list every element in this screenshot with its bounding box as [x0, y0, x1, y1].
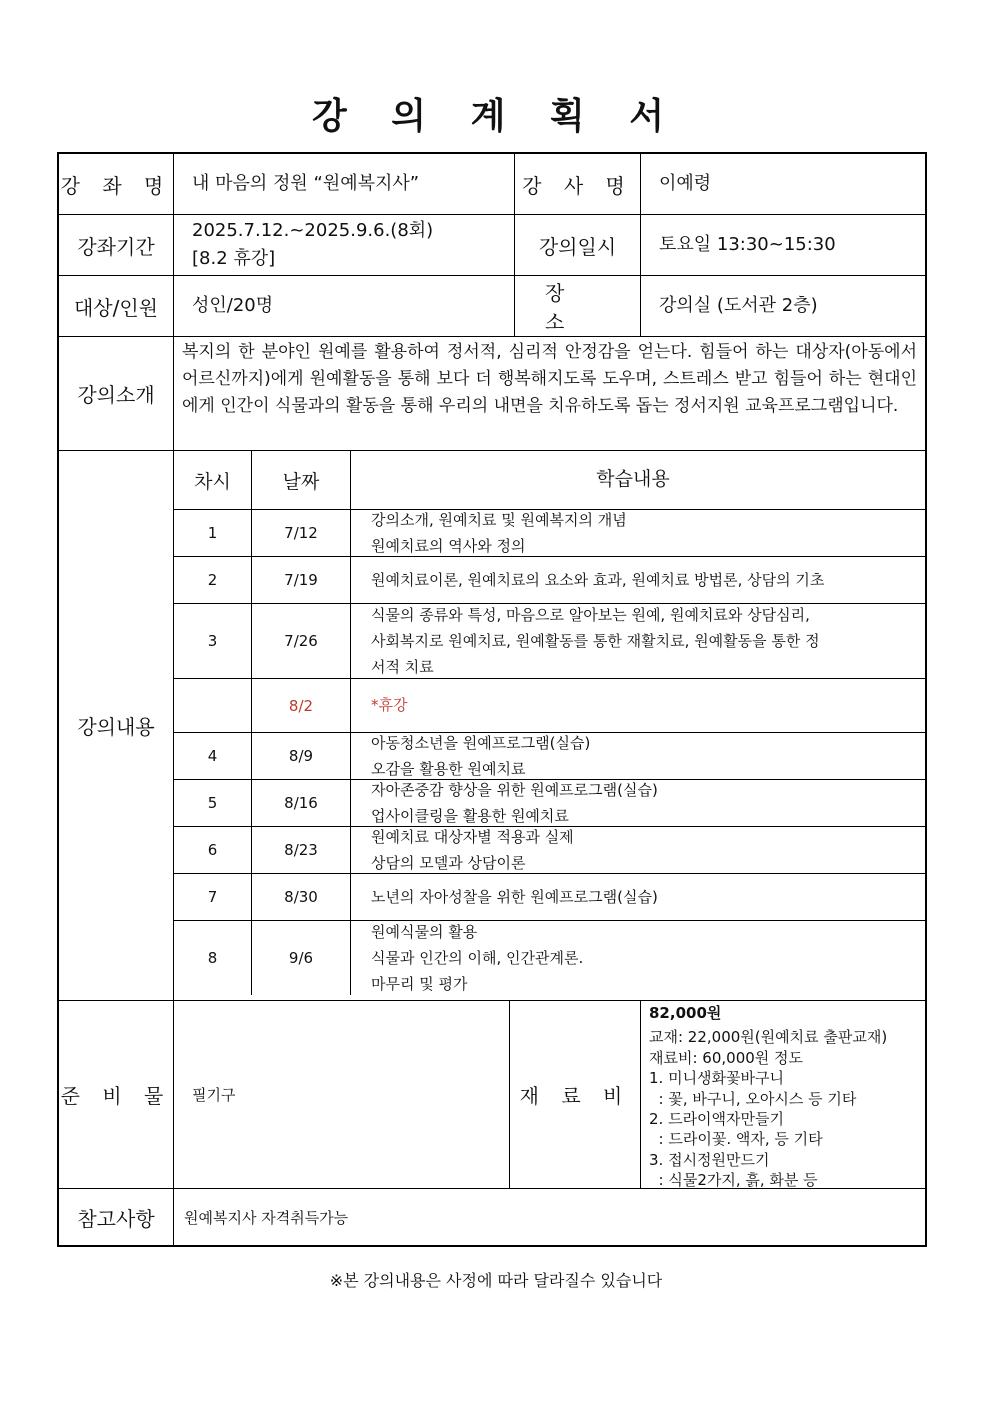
session-date: 7/19	[252, 557, 351, 603]
row-note	[59, 1189, 925, 1245]
session-content-line: 원예치료 대상자별 적용과 실제	[371, 827, 574, 846]
session-no: 4	[174, 733, 252, 779]
cost-line: 3. 접시정원만드기	[649, 1150, 770, 1169]
session-content-line: 노년의 자아성찰을 위한 원예프로그램(실습)	[371, 887, 658, 906]
session-row	[174, 604, 925, 679]
place-label: 장 소	[515, 276, 641, 336]
session-content-line: 서적 치료	[371, 658, 434, 677]
course-name-value: 내 마음의 정원 “원예복지사”	[174, 154, 515, 214]
row-content	[59, 451, 925, 1001]
row-prep	[59, 1001, 925, 1189]
session-content-line: 자아존중감 향상을 위한 원예프로그램(실습)	[371, 780, 658, 799]
session-content-line: 사회복지로 원예치료, 원예활동를 통한 재활치료, 원예활동을 통한 정	[371, 631, 820, 650]
session-content	[351, 510, 925, 556]
session-content-line: 식물의 종류와 특성, 마음으로 알아보는 원예, 원예치료와 상담심리,	[371, 605, 810, 624]
session-no: 5	[174, 780, 252, 826]
instructor-label: 강 사 명	[515, 154, 641, 214]
session-content	[351, 921, 925, 995]
cost-line: : 꽃, 바구니, 오아시스 등 기타	[649, 1089, 857, 1108]
row-target	[59, 276, 925, 337]
period-line2: [8.2 휴강]	[192, 248, 276, 269]
cost-line: 교재: 22,000원(원예치료 출판교재)	[649, 1028, 888, 1047]
session-row	[174, 874, 925, 921]
session-row	[174, 510, 925, 557]
content-label: 강의내용	[59, 451, 174, 1000]
session-content	[351, 604, 925, 678]
session-content-line: 식물과 인간의 이해, 인간관계론.	[371, 948, 584, 967]
cost-line: : 드라이꽃. 액자, 등 기타	[649, 1130, 823, 1149]
period-value	[174, 215, 515, 275]
session-content-line: 원예식물의 활용	[371, 922, 478, 941]
cost-value	[641, 1001, 925, 1188]
place-value: 강의실 (도서관 2층)	[659, 295, 818, 317]
cost-lines	[649, 1027, 919, 1190]
footer-note: ※본 강의내용은 사정에 따라 달라질수 있습니다	[329, 1271, 663, 1290]
target-label: 대상/인원	[59, 276, 174, 336]
page-title: 강 의 계 획 서	[311, 96, 680, 137]
session-content-line: 오감을 활용한 원예치료	[371, 760, 526, 778]
session-content-line: 강의소개, 원예치료 및 원예복지의 개념	[371, 510, 627, 529]
schedule-label: 강의일시	[515, 215, 641, 275]
session-row	[174, 780, 925, 827]
lecture-plan-table	[57, 152, 927, 1247]
session-content	[351, 733, 925, 779]
period-line1: 2025.7.12.~2025.9.6.(8회)	[192, 220, 434, 242]
note-value: 원예복지사 자격취득가능	[184, 1208, 349, 1227]
row-intro	[59, 337, 925, 451]
session-date: 7/26	[252, 604, 351, 678]
session-content	[351, 679, 925, 732]
cost-line: 재료비: 60,000원 정도	[649, 1048, 804, 1067]
session-no: 2	[174, 557, 252, 603]
session-date: 8/23	[252, 827, 351, 873]
session-content	[351, 874, 925, 920]
instructor-value: 이예령	[659, 173, 712, 195]
cost-label: 재 료 비	[510, 1001, 641, 1188]
session-no: 6	[174, 827, 252, 873]
session-content-line: 원예치료의 역사와 정의	[371, 537, 526, 555]
cost-line: 1. 미니생화꽃바구니	[649, 1069, 785, 1088]
header-content: 학습내용	[596, 468, 670, 491]
session-date: 7/12	[252, 510, 351, 556]
session-no: 1	[174, 510, 252, 556]
session-content-line: 업사이클링을 활용한 원예치료	[371, 807, 569, 825]
session-rows	[174, 510, 925, 1000]
schedule-header-row	[174, 451, 925, 510]
header-no: 차시	[174, 451, 252, 509]
note-label: 참고사항	[59, 1189, 174, 1245]
schedule-value: 토요일 13:30~15:30	[659, 234, 836, 256]
session-row	[174, 679, 925, 733]
session-date: 8/2	[252, 679, 351, 732]
session-content	[351, 780, 925, 826]
header-date: 날짜	[252, 451, 351, 509]
session-content-line: 상담의 모델과 상담이론	[371, 854, 526, 872]
session-date: 9/6	[252, 921, 351, 995]
prep-label: 준 비 물	[59, 1001, 174, 1188]
cost-line: 2. 드라이액자만들기	[649, 1109, 785, 1128]
session-row	[174, 733, 925, 780]
session-content	[351, 557, 925, 603]
schedule-table	[174, 451, 925, 1000]
session-no	[174, 679, 252, 732]
session-content-line: *휴강	[371, 696, 408, 715]
session-no: 8	[174, 921, 252, 995]
prep-value: 필기구	[174, 1001, 510, 1188]
intro-label: 강의소개	[59, 337, 174, 450]
course-name-label: 강 좌 명	[59, 154, 174, 214]
session-content	[351, 827, 925, 873]
session-row	[174, 557, 925, 604]
session-date: 8/30	[252, 874, 351, 920]
session-date: 8/16	[252, 780, 351, 826]
session-no: 7	[174, 874, 252, 920]
row-course-name	[59, 154, 925, 215]
period-label: 강좌기간	[59, 215, 174, 275]
cost-total: 82,000원	[649, 1004, 722, 1022]
session-row	[174, 921, 925, 995]
session-content-line: 아동청소년을 원예프로그램(실습)	[371, 733, 591, 752]
intro-text: 복지의 한 분야인 원예를 활용하여 정서적, 심리적 안정감을 얻는다. 힘들어 하는 대상자(아동에서 어르신까지)에게 원예활동을 통해 보다 더 행복해지도록 도우며, 스트레스 받고 힘들어 하는 현대인에게 인간이 식물과의 활동을 통해 우리의 내면을 치유하도록 돕는 정서지원 교육프로그램입니다.	[182, 342, 917, 417]
session-content-line: 원예치료이론, 원예치료의 요소와 효과, 원예치료 방법론, 상담의 기초	[371, 570, 825, 589]
session-content-line: 마무리 및 평가	[371, 975, 468, 994]
session-date: 8/9	[252, 733, 351, 779]
row-period	[59, 215, 925, 276]
cost-line: : 식물2가지, 흙, 화분 등	[649, 1171, 818, 1190]
session-row	[174, 827, 925, 874]
target-value: 성인/20명	[174, 276, 515, 336]
session-no: 3	[174, 604, 252, 678]
